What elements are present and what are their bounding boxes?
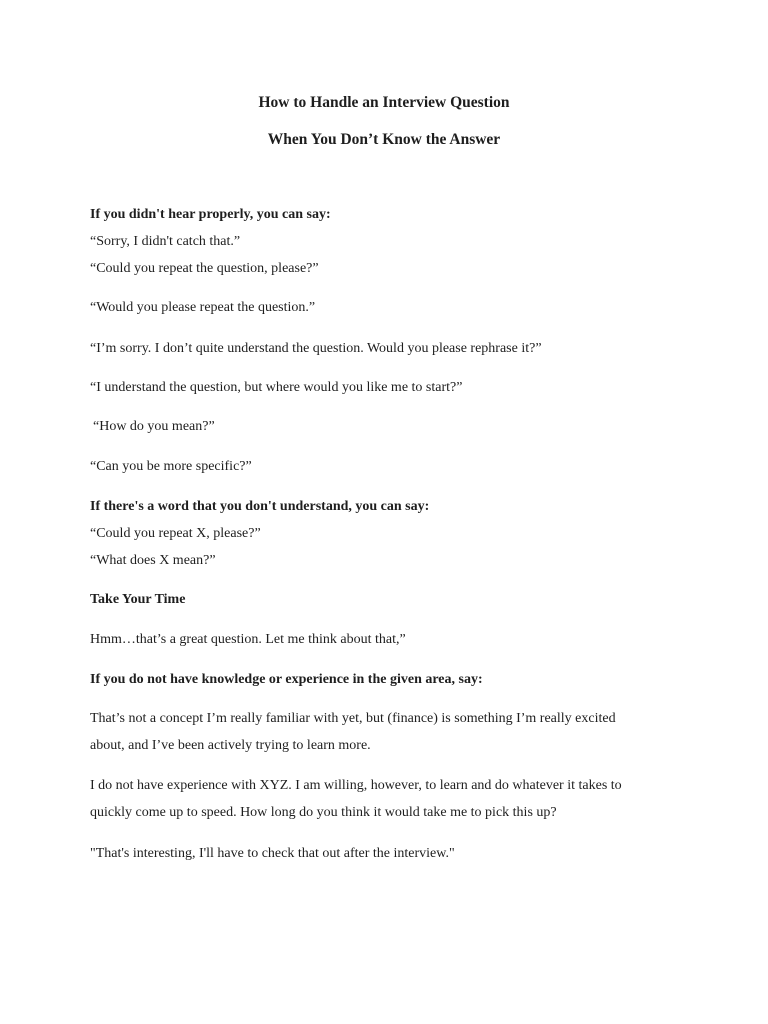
section2-line: “Could you repeat X, please?” xyxy=(90,526,261,541)
section3-heading: Take Your Time xyxy=(90,592,186,607)
section2-line: “What does X mean?” xyxy=(90,553,216,568)
document-title-line2: When You Don’t Know the Answer xyxy=(267,131,501,148)
section1-line: “Could you repeat the question, please?” xyxy=(90,261,319,276)
section4-line: quickly come up to speed. How long do you think it would take me to pick this up? xyxy=(90,805,557,820)
section3-line: Hmm…that’s a great question. Let me think about that,” xyxy=(90,632,406,647)
section1-line: “I’m sorry. I don’t quite understand the question. Would you please rephrase it?” xyxy=(90,341,542,356)
section1-line: “I understand the question, but where would you like me to start?” xyxy=(90,380,463,395)
section1-line: “Sorry, I didn't catch that.” xyxy=(90,234,241,249)
section1-line: “Can you be more specific?” xyxy=(90,459,252,474)
section4-line: "That's interesting, I'll have to check that out after the interview." xyxy=(90,846,455,861)
section1-line: “Would you please repeat the question.” xyxy=(90,300,316,315)
section1-heading: If you didn't hear properly, you can say: xyxy=(90,207,331,222)
section1-line: “How do you mean?” xyxy=(93,419,215,434)
section4-line: That’s not a concept I’m really familiar with yet, but (finance) is something I’m really excited xyxy=(90,711,616,726)
document-title-line1: How to Handle an Interview Question xyxy=(258,94,510,111)
section4-heading: If you do not have knowledge or experience in the given area, say: xyxy=(90,672,483,687)
section2-heading: If there's a word that you don't understand, you can say: xyxy=(90,499,430,514)
section4-line: about, and I’ve been actively trying to learn more. xyxy=(90,738,371,753)
section4-line: I do not have experience with XYZ. I am willing, however, to learn and do whatever it takes to xyxy=(90,778,622,793)
